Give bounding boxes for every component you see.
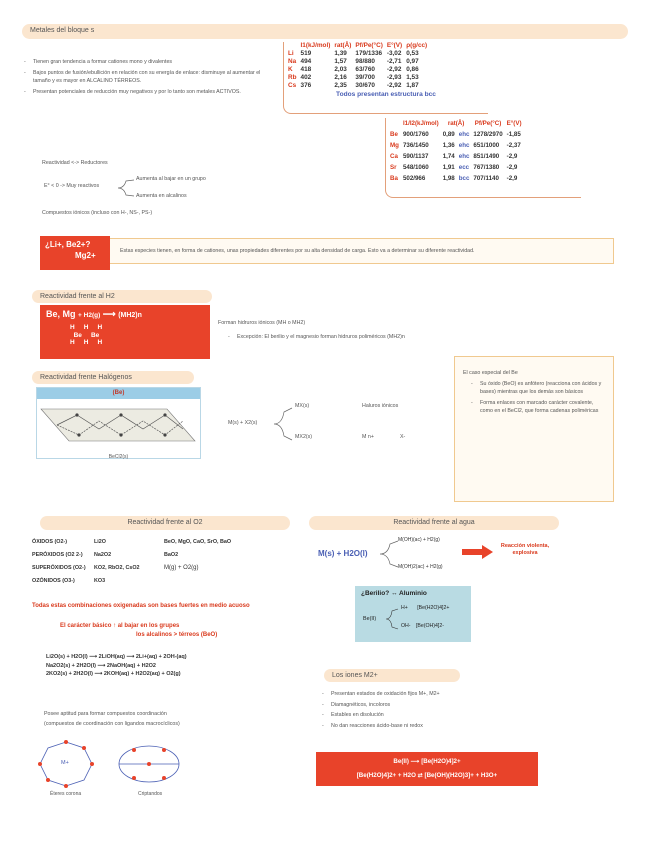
list-item: - Diamagnéticos, incoloros xyxy=(322,701,582,710)
coord-text-1: Posee aptitud para formar compuestos coordinación xyxy=(44,711,167,717)
becl2-chain-icon xyxy=(37,399,200,451)
beryllium-species: Be(II) xyxy=(363,616,377,622)
ions-label-line-1: ¿Li+, Be2+? xyxy=(45,240,91,249)
oxides-list xyxy=(32,536,282,588)
table-row xyxy=(388,162,524,173)
cryptand-icon xyxy=(114,742,184,786)
halogen-product-2: MX2(s) xyxy=(295,434,313,440)
halide-cation: M n+ xyxy=(362,434,374,440)
table-cell: -2,9 xyxy=(506,175,518,182)
oxide-equation: 2KO2(s) + 2H2O(l) ⟶ 2KOH(aq) + H2O2(aq) + O2(g) xyxy=(46,671,181,677)
list-item: - Tienen gran tendencia a formar cationes mono y divalentes xyxy=(24,58,279,67)
oxide-type: PERÓXIDOS (O2 2-) xyxy=(32,552,83,558)
table-row xyxy=(286,50,429,58)
table-row xyxy=(286,82,429,90)
table-cell: 0,53 xyxy=(406,50,419,57)
column-header: I1(kJ/mol) xyxy=(300,42,331,49)
table-row xyxy=(388,140,524,151)
table-cell: -2,92 xyxy=(386,66,402,73)
reactivity-compounds: Compuestos iónicos (incluso con H-, NS-, PS-) xyxy=(42,210,153,216)
element-cell: Sr xyxy=(390,164,397,171)
basic-character-1: El carácter básico ↑ al bajar en los grupes xyxy=(60,623,180,629)
table-cell: 736/1450 xyxy=(402,142,429,149)
h2-equation-box xyxy=(40,305,210,359)
section-title-bloque-s xyxy=(22,24,628,39)
intro-list xyxy=(24,58,279,98)
table-cell: 2,35 xyxy=(334,82,347,89)
table-row xyxy=(388,129,524,140)
table-row xyxy=(388,151,524,162)
arrow-right-icon xyxy=(462,544,494,560)
list-item: - Excepción: El berilio y el magnesio forman hidruros poliméricos (MH2)n xyxy=(228,333,548,342)
table-cell: 1,39 xyxy=(334,50,347,57)
water-product-1: M(OH)(ac) + H2(g) xyxy=(398,537,440,543)
table-cell: -3,02 xyxy=(386,50,402,57)
section-title-water xyxy=(309,516,559,530)
halogen-brace-icon xyxy=(272,404,294,444)
acid-label: H+ xyxy=(401,605,408,611)
oxide-equation: Na2O2(s) + 2H2O(l) ⟶ 2NaOH(aq) + H2O2 xyxy=(46,662,156,669)
table-cell: 494 xyxy=(300,58,312,65)
table-cell: 376 xyxy=(300,82,312,89)
ions-label xyxy=(40,236,110,270)
table-cell: ehc xyxy=(458,153,470,160)
list-item: - Forma enlaces con marcado carácter covalente, como en el BeCl2, que forma cadenas poliméricas xyxy=(471,399,605,416)
oxide-row xyxy=(32,562,282,575)
table-cell: 1,91 xyxy=(442,164,455,171)
table-cell: 1,36 xyxy=(442,142,455,149)
oxide-row xyxy=(32,549,282,562)
section-title-text: Reactividad frente al agua xyxy=(393,519,475,526)
basic-character-2: los alcalinos > térreos (BeO) xyxy=(136,632,218,638)
table-cell: -2,92 xyxy=(386,82,402,89)
table-cell: bcc xyxy=(458,175,470,182)
table-header-row xyxy=(286,42,429,50)
beryllium-title: ¿Berilio? ↔ Aluminio xyxy=(361,590,427,597)
water-reaction-lhs: M(s) + H2O(l) xyxy=(318,549,368,558)
diagram-label-top: (Be) xyxy=(37,388,200,399)
table-cell: 0,89 xyxy=(442,131,455,138)
oxide-row xyxy=(32,536,282,549)
table-cell: 1278/2970 xyxy=(473,131,503,138)
crown-metal-label: M+ xyxy=(61,760,69,766)
table-cell: 2,03 xyxy=(334,66,347,73)
list-item: - Estables en disolución xyxy=(322,711,582,720)
element-cell: Ca xyxy=(390,153,398,160)
water-result: Reacción violenta, explosiva xyxy=(500,543,550,556)
be-special-title: El caso especial del Be xyxy=(463,370,518,376)
reactivity-branch-1: Aumenta al bajar en un grupo xyxy=(136,176,206,182)
ions-text: Estas especies tienen, en forma de cationes, unas propiedades diferentes por su alta densidad de carga. Esto va a determinar su diferente reactividad. xyxy=(120,248,475,254)
table-cell: 402 xyxy=(300,74,312,81)
alkali-table-box xyxy=(283,42,488,114)
table-row xyxy=(388,173,524,184)
table-cell: 519 xyxy=(300,50,312,57)
table-cell: -2,9 xyxy=(506,164,518,171)
h2-reagent: + H2(g) xyxy=(78,312,101,319)
base-product: [Be(OH)4]2- xyxy=(415,623,444,629)
reactivity-title: Reactividad <-> Reductores xyxy=(42,160,108,166)
crown-label: Éteres corona xyxy=(50,791,82,797)
list-item: - Presentan estados de oxidación fijos M+, M2+ xyxy=(322,690,582,699)
ions-label-line-2: Mg2+ xyxy=(75,251,96,260)
oxide-alkali: Na2O2 xyxy=(94,552,112,558)
table-row xyxy=(286,74,429,82)
table-cell: 767/1380 xyxy=(473,164,500,171)
diagram-label-bottom: BeCl2(s) xyxy=(108,454,129,460)
table-cell: -2,71 xyxy=(386,58,402,65)
section-title-text: Reactividad frente al O2 xyxy=(127,519,203,526)
table-cell: 1,57 xyxy=(334,58,347,65)
branch-brace-icon xyxy=(116,176,136,200)
h2-text: Forman hidruros iónicos (MH o MH2) xyxy=(218,320,306,326)
table-cell: ecc xyxy=(458,164,470,171)
oxide-type: ÓXIDOS (O2-) xyxy=(32,539,68,545)
halide-anion: X- xyxy=(400,434,406,440)
column-header: rat(Å) xyxy=(334,42,352,49)
table-cell: 0,86 xyxy=(406,66,419,73)
oxide-type: SUPERÓXIDOS (O2-) xyxy=(32,565,86,571)
m2-ions-equation-box xyxy=(316,752,538,786)
table-cell: 900/1760 xyxy=(402,131,429,138)
table-cell: 1,53 xyxy=(406,74,419,81)
oxides-note: Todas estas combinaciones oxigenadas son bases fuertes en medio acuoso xyxy=(32,603,250,609)
table-cell: 1,74 xyxy=(442,153,455,160)
section-title-o2 xyxy=(40,516,290,530)
element-cell: Mg xyxy=(390,142,399,149)
list-item: - Presentan potenciales de reducción muy negativos y por lo tanto son metales ACTIVOS. xyxy=(24,88,279,97)
arrow-right-icon: ⟶ xyxy=(102,309,116,319)
oxide-alkali: KO3 xyxy=(94,578,106,584)
table-cell: 2,16 xyxy=(334,74,347,81)
beryllium-box xyxy=(355,586,471,642)
oxide-type: OZÓNIDOS (O3-) xyxy=(32,578,75,584)
table-cell: 39/700 xyxy=(355,74,375,81)
section-title-m2-ions xyxy=(324,669,460,682)
table-cell: ehc xyxy=(458,131,470,138)
table-cell: -1,85 xyxy=(506,131,521,138)
reactivity-formula: E° < 0 -> Muy reactivos xyxy=(44,183,100,189)
element-cell: Li xyxy=(288,50,294,57)
table-cell: 30/670 xyxy=(355,82,375,89)
table-row xyxy=(286,66,429,74)
table-cell: 707/1140 xyxy=(473,175,499,182)
alkaline-earth-table xyxy=(388,118,524,184)
list-item: - Bajos puntos de fusión/ebullición en relación con su energía de enlace: disminuye al aumentar el tamaño y es mayor en ALCALINO TÉRREOS. xyxy=(24,69,279,86)
oxide-alkaline-earth: BeO, MgO, CaO, SrO, BaO xyxy=(164,539,232,545)
beryllium-base xyxy=(401,623,444,629)
table-cell: 1,98 xyxy=(442,175,455,182)
element-cell: Na xyxy=(288,58,297,65)
element-cell: Cs xyxy=(288,82,297,89)
m2-ions-equation: Be(II) ⟶ [Be(H2O)4]2+ xyxy=(393,758,461,765)
section-title-h2 xyxy=(32,290,212,303)
section-title-text: Los iones M2+ xyxy=(332,672,378,679)
table-cell: -2,37 xyxy=(506,142,521,149)
table-cell: ehc xyxy=(458,142,470,149)
becl2-diagram xyxy=(36,387,201,459)
beryllium-brace-icon xyxy=(385,606,399,632)
alkali-table xyxy=(286,42,429,90)
element-cell: Ba xyxy=(390,175,398,182)
be-special-box xyxy=(454,356,614,502)
table-cell: -2,93 xyxy=(386,74,402,81)
table-footer: Todos presentan estructura bcc xyxy=(336,91,436,98)
cryptand-label: Criptandos xyxy=(138,791,163,797)
oxide-reaction: M(g) + O2(g) xyxy=(164,565,199,571)
table-cell: 63/760 xyxy=(355,66,375,73)
column-header: E°(V) xyxy=(506,120,522,127)
page-title: Metales del bloque s xyxy=(30,27,95,34)
table-cell: 1,87 xyxy=(406,82,419,89)
hydride-structure: H H H Be Be H H H xyxy=(70,324,103,346)
table-cell: 651/1000 xyxy=(473,142,500,149)
base-label: OH- xyxy=(401,623,411,629)
column-header: Pf/Pe(°C) xyxy=(355,42,383,49)
beryllium-acid xyxy=(401,605,449,611)
h2-equation xyxy=(46,309,204,321)
table-cell: 179/1336 xyxy=(355,50,383,57)
column-header: I1/I2(kJ/mol) xyxy=(402,120,439,127)
h2-product: (MH2)n xyxy=(118,312,142,319)
oxide-alkali: Li2O xyxy=(94,539,106,545)
acid-product: [Be(H2O)4]2+ xyxy=(417,605,450,611)
element-cell: K xyxy=(288,66,293,73)
coord-text-2: (compuestos de coordinación con ligandos macrocíclicos) xyxy=(44,721,180,727)
table-cell: -2,9 xyxy=(506,153,518,160)
m2-ions-equation: [Be(H2O)4]2+ + H2O ⇄ [Be(OH)(H2O)3]+ + H3O+ xyxy=(356,772,498,779)
oxide-alkaline-earth: BaO2 xyxy=(164,552,179,558)
column-header: ρ(g/cc) xyxy=(406,42,428,49)
h2-list xyxy=(228,333,548,344)
halide-label: Haluros iónicos xyxy=(362,403,399,409)
oxide-alkali: KO2, RbO2, CsO2 xyxy=(94,565,140,571)
oxide-equations xyxy=(46,653,187,679)
halogen-product-1: MX(s) xyxy=(295,403,310,409)
column-header: rat(Å) xyxy=(447,120,465,127)
alkaline-earth-table-box xyxy=(385,118,581,198)
oxide-row xyxy=(32,575,282,588)
column-header: Pf/Pe(°C) xyxy=(474,120,502,127)
table-row xyxy=(286,58,429,66)
water-brace-icon xyxy=(378,538,400,570)
table-cell: 0,97 xyxy=(406,58,419,65)
section-title-halogens xyxy=(32,371,194,384)
element-cell: Rb xyxy=(288,74,297,81)
oxide-equation: Li2O(s) + H2O(l) ⟶ 2LiOH(aq) ⟶ 2Li+(aq) + 2OH-(aq) xyxy=(46,654,187,660)
be-special-list xyxy=(463,380,605,416)
table-cell: 548/1060 xyxy=(402,164,429,171)
table-cell: 418 xyxy=(300,66,312,73)
table-cell: 502/966 xyxy=(402,175,426,182)
table-cell: 851/1490 xyxy=(473,153,500,160)
element-cell: Be xyxy=(390,131,398,138)
list-item: - Su óxido (BeO) es anfótero (reacciona con ácidos y bases) mientras que los demás son básicos xyxy=(471,380,605,397)
h2-reactants: Be, Mg xyxy=(46,309,76,319)
column-header: E°(V) xyxy=(386,42,403,49)
water-product-2: M(OH)2(ac) + H2(g) xyxy=(398,564,443,570)
halogen-reaction: M(s) + X2(s) xyxy=(228,420,258,426)
table-header-row xyxy=(388,118,524,129)
section-title-text: Reactividad frente Halógenos xyxy=(40,374,132,381)
m2-ions-list xyxy=(322,690,582,732)
table-cell: 98/880 xyxy=(355,58,375,65)
section-title-text: Reactividad frente al H2 xyxy=(40,293,115,300)
reactivity-branch-2: Aumenta en alcalinos xyxy=(136,193,187,199)
list-item: - No dan reacciones ácido-base ni redox xyxy=(322,722,582,731)
table-cell: 590/1137 xyxy=(402,153,429,160)
